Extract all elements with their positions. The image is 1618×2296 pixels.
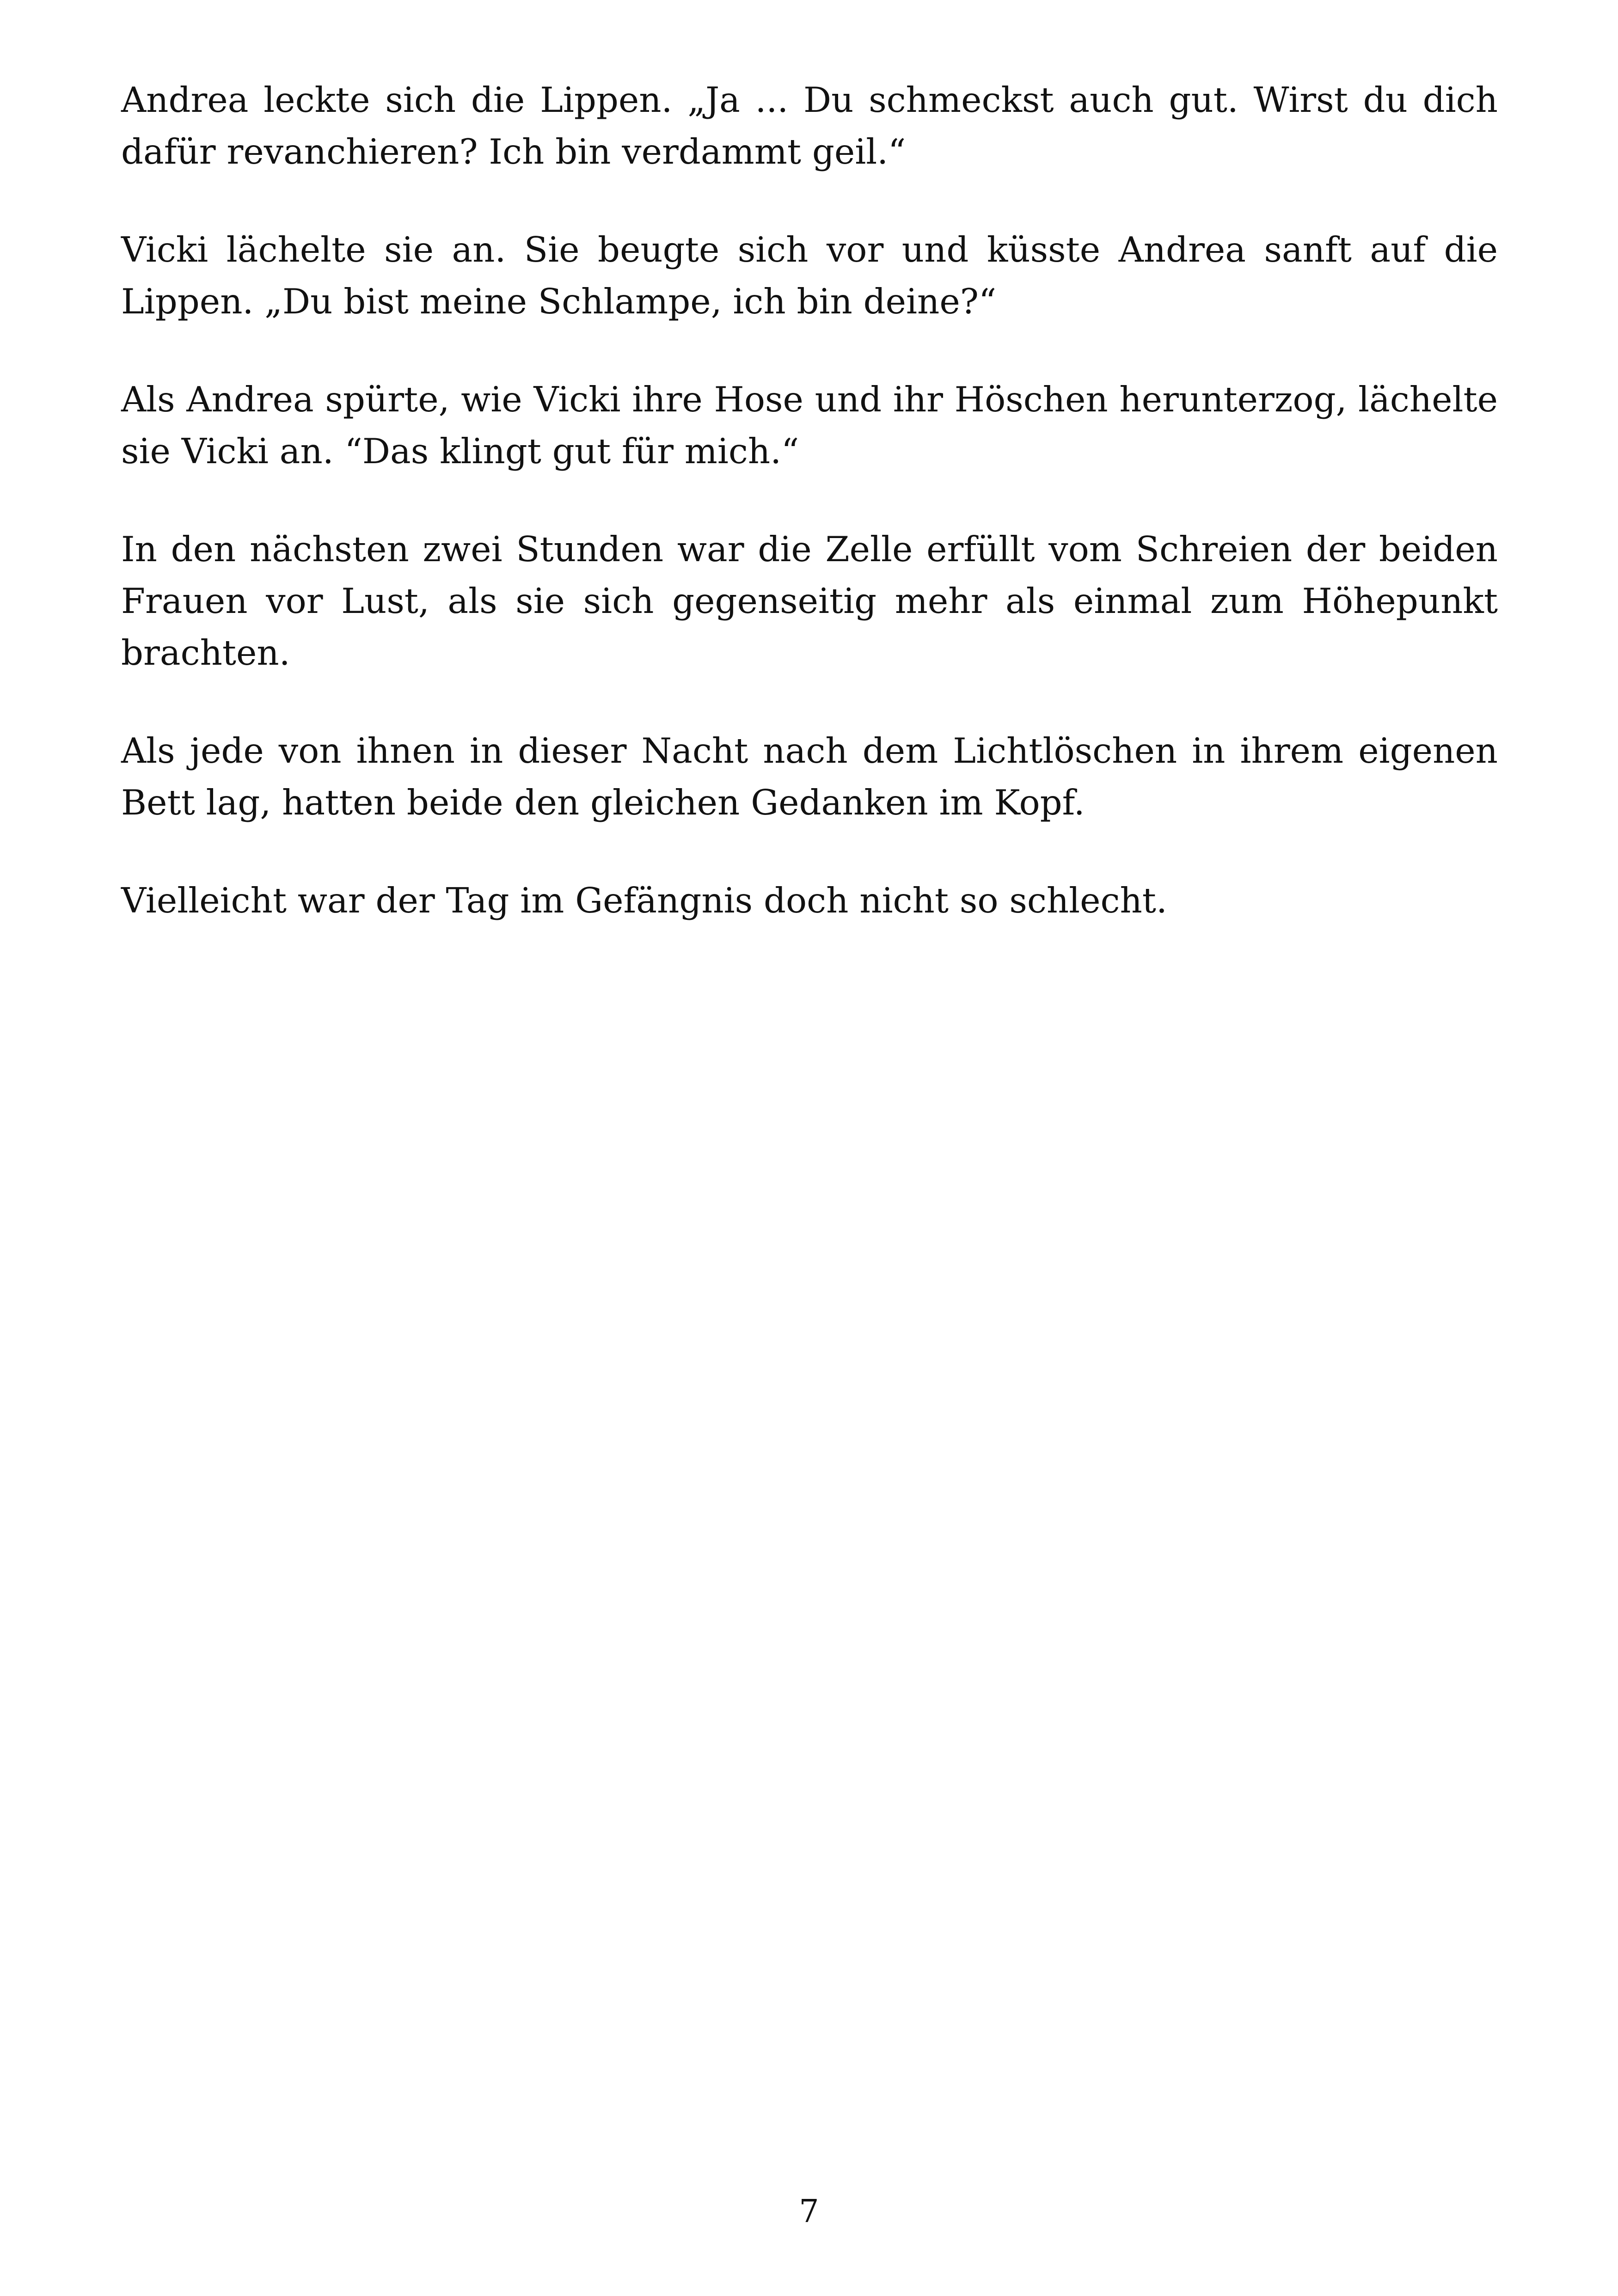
paragraph-2: Vicki lächelte sie an. Sie beugte sich vor und küsste Andrea sanft auf die Lippen. „Du bist meine Schlampe, ich bin deine?“: [121, 229, 1498, 322]
paragraph-1: Andrea leckte sich die Lippen. „Ja ... Du schmeckst auch gut. Wirst du dich dafür revanchieren? Ich bin verdammt geil.“: [121, 80, 1498, 172]
paragraph-6: Vielleicht war der Tag im Gefängnis doch nicht so schlecht.: [121, 880, 1167, 921]
paragraph-5: Als jede von ihnen in dieser Nacht nach dem Lichtlöschen in ihrem eigenen Bett lag, hatten beide den gleichen Gedanken im Kopf.: [121, 730, 1498, 823]
page-body: [121, 74, 1498, 973]
page-number: 7: [799, 2193, 819, 2230]
paragraph-4: In den nächsten zwei Stunden war die Zelle erfüllt vom Schreien der beiden Frauen vor Lust, als sie sich gegenseitig mehr als einmal zum Höhepunkt brachten.: [121, 529, 1498, 673]
paragraph-3: Als Andrea spürte, wie Vicki ihre Hose und ihr Höschen herunterzog, lächelte sie Vicki an. “Das klingt gut für mich.“: [121, 379, 1498, 471]
